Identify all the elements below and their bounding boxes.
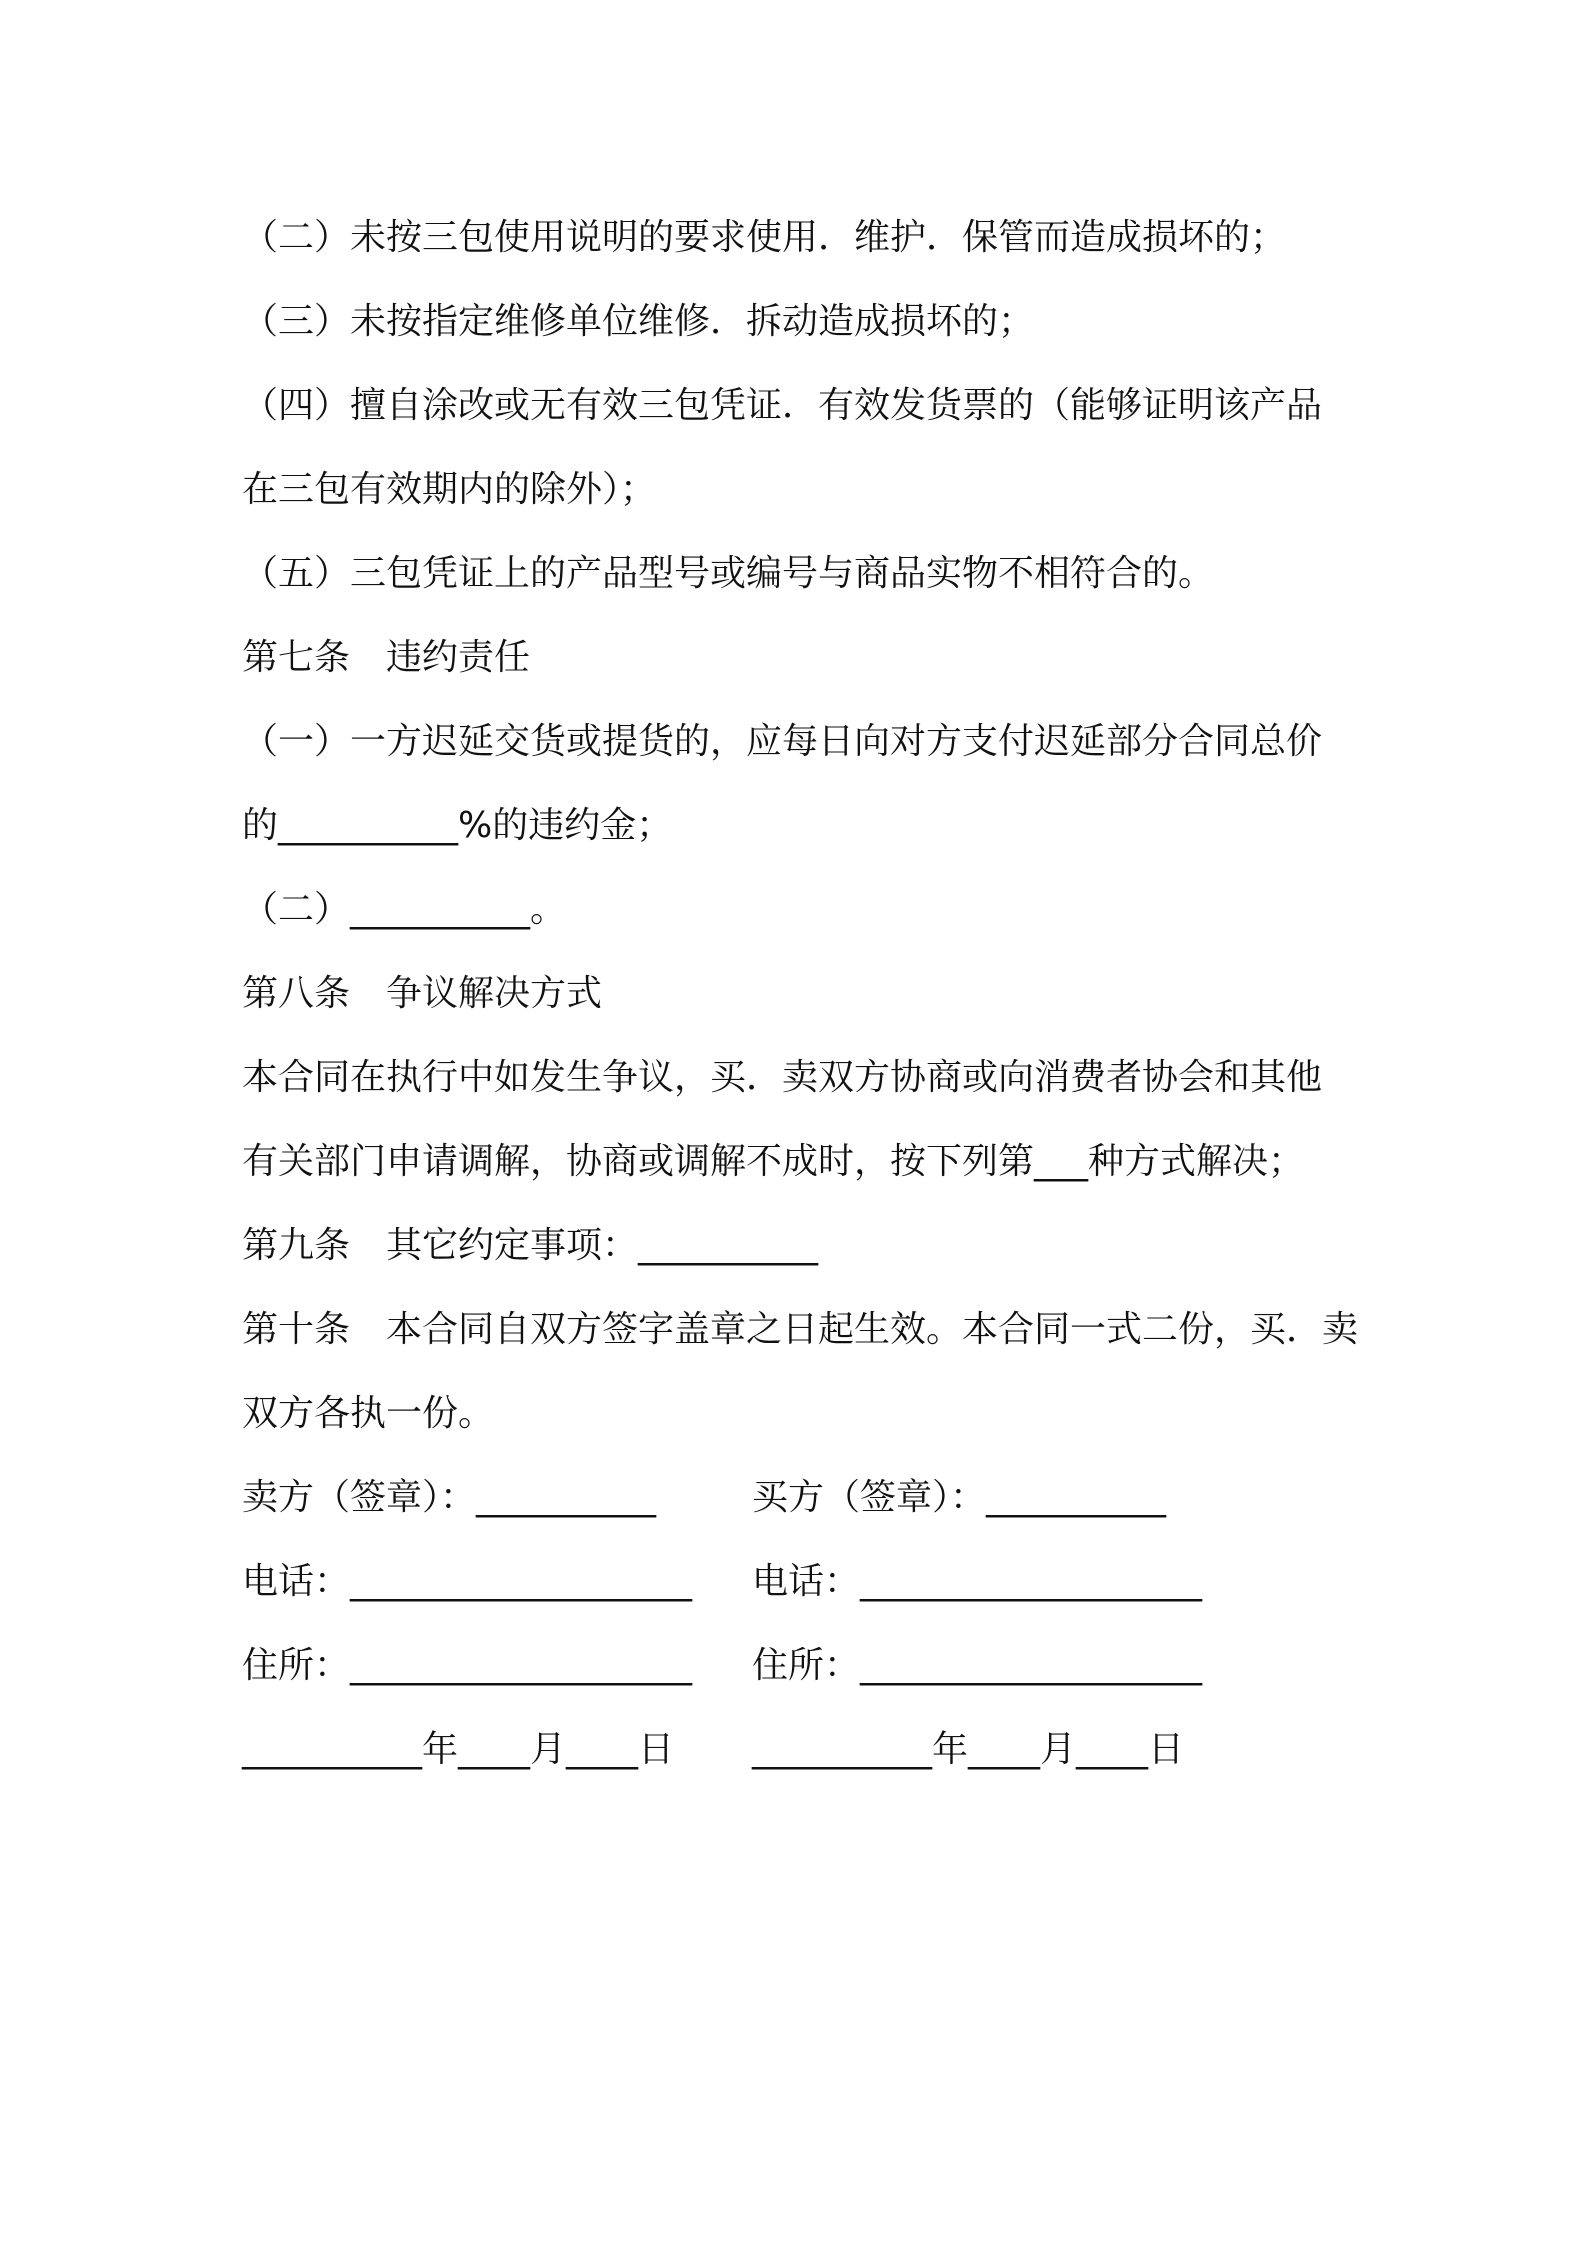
article-8-text: 本合同在执行中如发生争议，买．卖双方协商或向消费者协会和其他 [242,1057,1323,1098]
article-10-continued: 双方各执一份。 [242,1393,495,1434]
buyer-address: 住所：___________________ [752,1645,1203,1686]
seller-signature: 卖方（签章）：__________ [242,1477,657,1518]
article-7-item-1: （一）一方迟延交货或提货的，应每日向对方支付迟延部分合同总价 [242,721,1323,762]
clause-item-3: （三）未按指定维修单位维修．拆动造成损坏的； [242,301,1035,342]
clause-item-5: （五）三包凭证上的产品型号或编号与商品实物不相符合的。 [242,553,1215,594]
article-7-heading: 第七条 违约责任 [242,637,531,678]
seller-address: 住所：___________________ [242,1645,693,1686]
document-body [242,196,1362,1792]
phone-row [242,1540,1362,1624]
clause-item-2: （二）未按三包使用说明的要求使用．维护．保管而造成损坏的； [242,217,1287,258]
article-7-item-2: （二）__________。 [242,889,567,930]
article-10: 第十条 本合同自双方签字盖章之日起生效。本合同一式二份，买．卖 [242,1309,1359,1350]
date-row [242,1708,1362,1792]
seller-phone: 电话：___________________ [242,1561,693,1602]
article-8-heading: 第八条 争议解决方式 [242,973,603,1014]
article-7-item-1-continued: 的__________%的违约金； [242,805,673,846]
clause-item-4-continued: 在三包有效期内的除外）； [242,469,657,510]
address-row [242,1624,1362,1708]
buyer-phone: 电话：___________________ [752,1561,1203,1602]
article-9: 第九条 其它约定事项：__________ [242,1225,819,1266]
article-8-text-continued: 有关部门申请调解，协商或调解不成时，按下列第___种方式解决； [242,1141,1305,1182]
seller-date: __________年____月____日 [242,1729,674,1770]
buyer-signature: 买方（签章）：__________ [752,1477,1167,1518]
signature-row [242,1456,1362,1540]
buyer-date: __________年____月____日 [752,1729,1184,1770]
clause-item-4: （四）擅自涂改或无有效三包凭证．有效发货票的（能够证明该产品 [242,385,1323,426]
